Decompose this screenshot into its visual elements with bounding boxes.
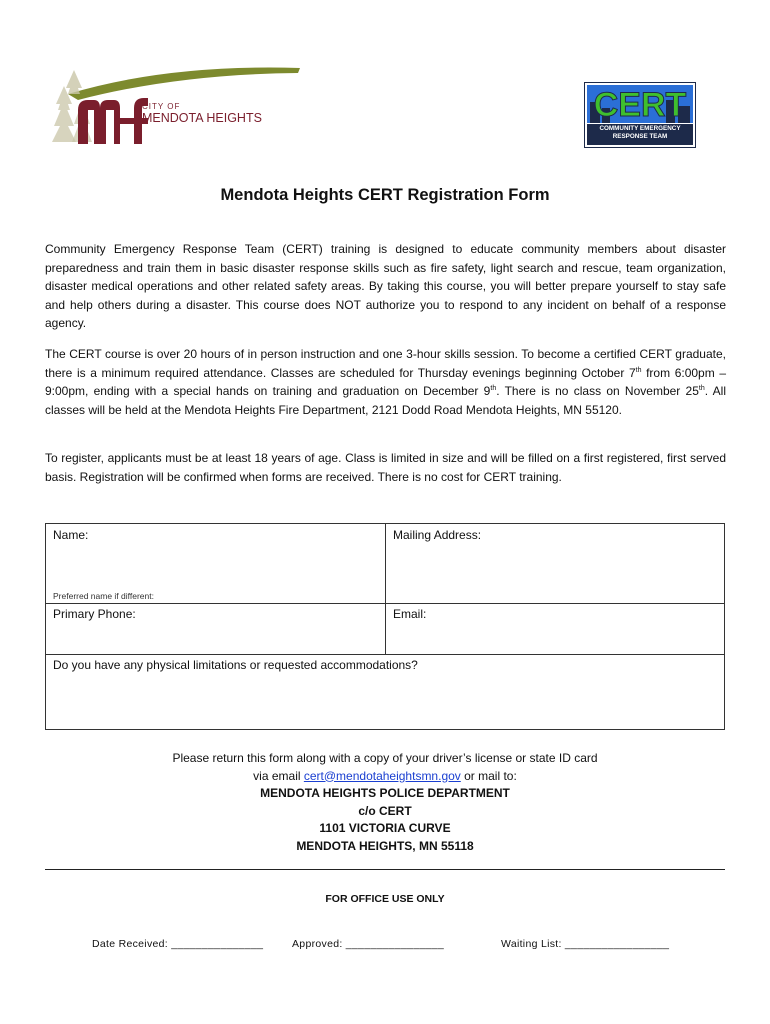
address-line-3: 1101 VICTORIA CURVE (319, 821, 451, 835)
email-label: Email: (393, 607, 427, 621)
intro-paragraph-3: To register, applicants must be at least 18 years of age. Class is limited in size and will be filled on a first registered, first served basis. Registration will be confirmed when forms are received. There is no cost for CERT training. (45, 451, 726, 484)
email-link[interactable]: cert@mendotaheightsmn.gov (303, 768, 461, 783)
return-instructions (0, 750, 770, 855)
name-label: Name: (53, 528, 89, 542)
primary-phone-label: Primary Phone: (53, 607, 136, 621)
return-line-2: via email cert@mendotaheightsmn.gov or mail to: (253, 768, 517, 783)
divider (45, 869, 725, 870)
cert-logo (584, 82, 696, 148)
waiting-list-field[interactable]: Waiting List: _________________ (501, 938, 670, 950)
approved-field[interactable]: Approved: ________________ (292, 938, 445, 950)
primary-phone-field[interactable] (46, 603, 386, 655)
mailing-address-label: Mailing Address: (393, 528, 482, 542)
office-use-heading: FOR OFFICE USE ONLY (325, 893, 445, 905)
registration-form (45, 523, 725, 730)
limitations-label: Do you have any physical limitations or requested accommodations? (53, 658, 418, 672)
limitations-field[interactable] (46, 654, 724, 729)
intro-paragraph-1: Community Emergency Response Team (CERT) training is designed to educate community members about disaster preparedness and train them in basic disaster response skills such as fire safety, light search and rescue, team organization, disaster medical operations and other related safety areas. By taking this course, you will better prepare yourself to stay safe and help others during a disaster. This course does NOT authorize you to respond to any incident on behalf of a response agency. (45, 242, 726, 330)
page-title: Mendota Heights CERT Registration Form (220, 186, 550, 204)
mailing-address-field[interactable] (386, 524, 724, 604)
address-line-4: MENDOTA HEIGHTS, MN 55118 (296, 838, 474, 853)
address-line-2: c/o CERT (358, 803, 412, 818)
intro-paragraph-2: The CERT course is over 20 hours of in person instruction and one 3-hour skills session. To become a certified CERT graduate, there is a minimum required attendance. Classes are scheduled for Thursday evenings beginning October 7th from 6:00pm – 9:00pm, ending with a special hands on training and graduation on December 9th. There is no class on November 25th. All classes will be held at the Mendota Heights Fire Department, 2121 Dodd Road Mendota Heights, MN 55120. (45, 347, 727, 417)
email-field[interactable] (386, 603, 724, 655)
city-logo (48, 62, 308, 152)
date-received-field[interactable]: Date Received: _______________ (92, 938, 264, 950)
name-field[interactable] (46, 524, 386, 604)
city-logo-main-text: MENDOTA HEIGHTS (142, 111, 262, 125)
cert-logo-subtext: COMMUNITY EMERGENCY RESPONSE TEAM (599, 125, 681, 140)
cert-logo-text: CERT (593, 86, 687, 124)
preferred-name-label: Preferred name if different: (53, 591, 154, 601)
city-logo-top-text: CITY OF (142, 102, 181, 111)
return-line-1: Please return this form along with a copy of your driver’s license or state ID card (172, 751, 598, 765)
address-line-1: MENDOTA HEIGHTS POLICE DEPARTMENT (260, 786, 510, 800)
